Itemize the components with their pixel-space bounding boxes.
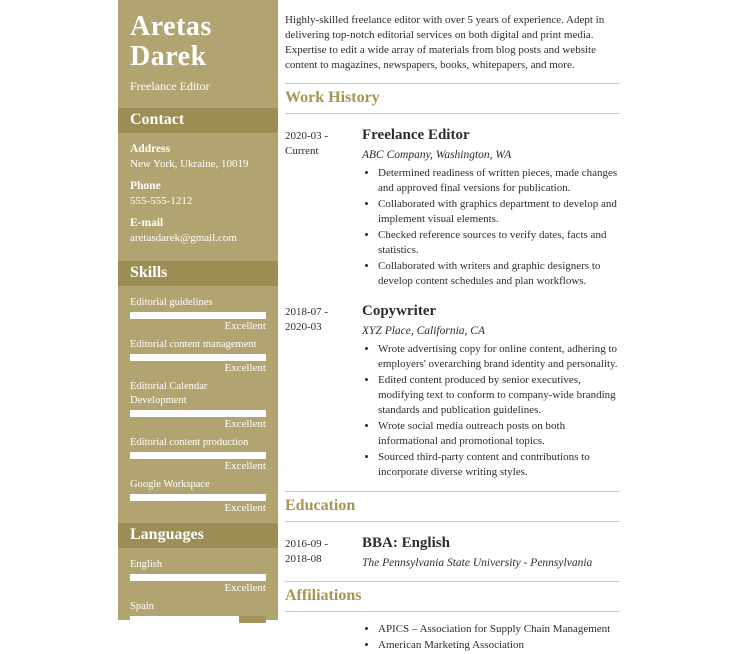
language-level: Excellent [224, 582, 266, 594]
skill-label: Google Workspace [130, 479, 210, 490]
skill-level: Excellent [224, 362, 266, 374]
date-to: 2018-08 [285, 553, 322, 565]
job-bullet: • Checked reference sources to verify dates, facts and statistics. [378, 228, 620, 258]
languages-section-heading: Languages [118, 523, 278, 548]
date-to: Current [285, 145, 319, 157]
languages-section [118, 558, 278, 637]
skill-label: Editorial Calendar Development [130, 381, 208, 406]
skill-label: Editorial guidelines [130, 297, 213, 308]
contact-item-phone [130, 179, 266, 209]
job-bullet: • Edited content produced by senior executives, modifying text to conform to company-wide branding standards and publication guidelines. [378, 373, 620, 418]
contact-section [118, 142, 278, 246]
contact-section-heading: Contact [118, 108, 278, 133]
contact-value: aretasdarek@gmail.com [130, 232, 237, 244]
person-job-title: Freelance Editor [130, 79, 210, 93]
skill-item [130, 478, 266, 515]
skill-item [130, 380, 266, 431]
skill-bar [130, 494, 266, 501]
skill-item [130, 338, 266, 375]
affiliation-item: • American Marketing Association [378, 638, 620, 653]
language-label: English [130, 559, 163, 570]
resume-main [285, 0, 620, 654]
degree-title: BBA: English [362, 535, 450, 551]
skill-bar [130, 410, 266, 417]
entry-body [362, 302, 620, 481]
skill-level: Excellent [224, 418, 266, 430]
work-entry [285, 302, 620, 481]
language-level: Very Good [218, 624, 266, 636]
job-title: Freelance Editor [362, 127, 470, 143]
contact-value: New York, Ukraine, 10019 [130, 158, 249, 170]
entry-dates [285, 302, 362, 481]
contact-label: Phone [130, 180, 161, 192]
skills-section-heading: Skills [118, 261, 278, 286]
education-entry [285, 534, 620, 571]
job-bullet: • Collaborated with writers and graphic designers to develop content schedules and plan workflows. [378, 259, 620, 289]
section-title: Education [285, 497, 356, 514]
person-name: Aretas Darek [130, 11, 212, 72]
skill-bar [130, 354, 266, 361]
job-bullet: • Determined readiness of written pieces, made changes and approved final versions for publication. [378, 166, 620, 196]
education-heading [285, 491, 620, 522]
skill-item [130, 436, 266, 473]
job-bullet: • Collaborated with graphics department to develop and implement visual elements. [378, 197, 620, 227]
skill-label: Editorial content management [130, 339, 257, 350]
date-from: 2020-03 - [285, 130, 329, 142]
skills-section [118, 296, 278, 515]
entry-body [362, 126, 620, 290]
professional-summary: Highly-skilled freelance editor with over 5 years of experience. Adept in delivering top-notch editorial services on both digital and print media. Expertise to edit a wide array of materials from blog posts and website content to magazines, newspapers, books, whitepapers, and more. [285, 14, 605, 71]
job-bullet: • Sourced third-party content and contributions to incorporate diverse writing styles. [378, 450, 620, 480]
job-bullet: • Wrote advertising copy for online content, adhering to employers' overarching brand identity and personality. [378, 342, 620, 372]
skill-item [130, 296, 266, 333]
contact-value: 555-555-1212 [130, 195, 193, 207]
work-history-heading [285, 83, 620, 114]
school-name: The Pennsylvania State University - Pennsylvania [362, 557, 593, 569]
job-bullet-list [362, 166, 620, 289]
section-title: Work History [285, 89, 380, 106]
contact-item-address [130, 142, 266, 172]
job-bullet: • Wrote social media outreach posts on both informational and promotional topics. [378, 419, 620, 449]
company-name: XYZ Place, California, CA [362, 325, 485, 337]
skill-bar [130, 452, 266, 459]
language-bar [130, 574, 266, 581]
resume-sidebar [118, 0, 278, 636]
date-from: 2016-09 - [285, 538, 329, 550]
date-from: 2018-07 - [285, 306, 329, 318]
skill-label: Editorial content production [130, 437, 249, 448]
contact-label: Address [130, 143, 171, 155]
skill-level: Excellent [224, 502, 266, 514]
date-to: 2020-03 [285, 321, 322, 333]
contact-item-email [130, 216, 266, 246]
contact-label: E-mail [130, 217, 164, 229]
work-entry [285, 126, 620, 290]
affiliations-heading [285, 581, 620, 612]
affiliation-item: • APICS – Association for Supply Chain Management [378, 622, 620, 637]
company-name: ABC Company, Washington, WA [362, 149, 512, 161]
entry-body [362, 534, 620, 571]
skill-level: Excellent [224, 320, 266, 332]
skill-level: Excellent [224, 460, 266, 472]
entry-dates [285, 534, 362, 571]
language-label: Spain [130, 601, 154, 612]
affiliations-body [362, 622, 620, 653]
entry-dates [285, 126, 362, 290]
affiliation-list [362, 622, 620, 653]
skill-bar [130, 312, 266, 319]
section-title: Affiliations [285, 587, 362, 604]
language-item [130, 558, 266, 595]
language-item [130, 600, 266, 637]
job-bullet-list [362, 342, 620, 480]
job-title: Copywriter [362, 303, 437, 319]
